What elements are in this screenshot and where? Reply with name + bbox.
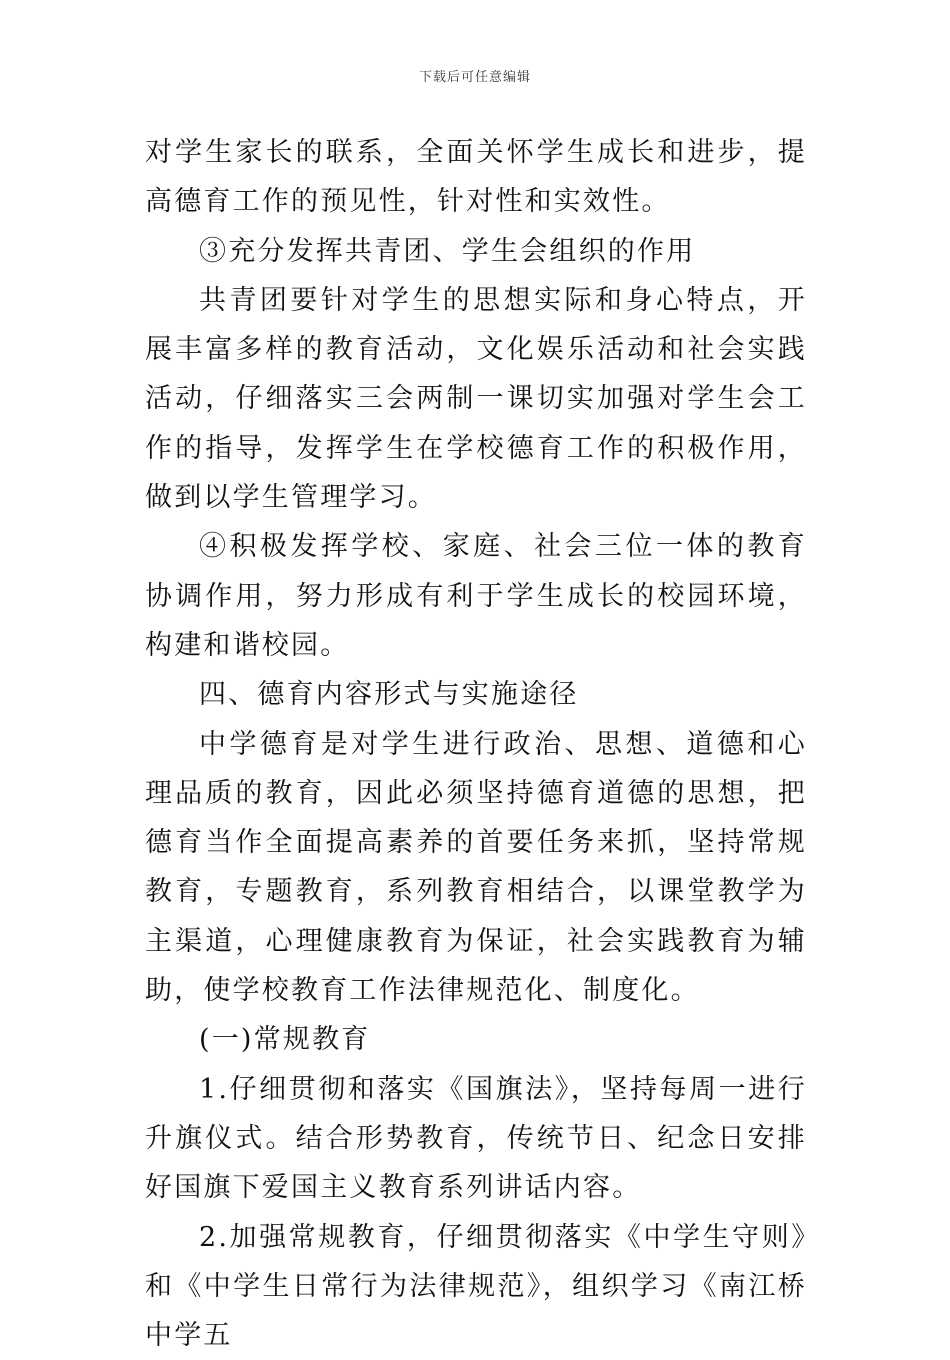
- paragraph-2-heading: ③充分发挥共青团、学生会组织的作用: [199, 235, 696, 267]
- section-heading-4: 四、德育内容形式与实施途径: [199, 679, 579, 711]
- paragraph-9: 2.加强常规教育，仔细贯彻落实《中学生守则》和《中学生日常行为法律规范》，组织学习《南江桥中学五: [145, 1221, 807, 1352]
- subsection-heading-1: (一)常规教育: [199, 1024, 371, 1056]
- paragraph-1: 对学生家长的联系，全面关怀学生成长和进步，提高德育工作的预见性，针对性和实效性。: [145, 137, 807, 218]
- header-note: 下载后可任意编辑: [418, 70, 531, 85]
- paragraph-4: ④积极发挥学校、家庭、社会三位一体的教育协调作用，努力形成有利于学生成长的校园环境，构建和谐校园。: [145, 531, 807, 661]
- document-body: [145, 128, 807, 1360]
- paragraph-3: 共青团要针对学生的思想实际和身心特点，开展丰富多样的教育活动，文化娱乐活动和社会实践活动，仔细落实三会两制一课切实加强对学生会工作的指导，发挥学生在学校德育工作的积极作用，做到以学生管理学习。: [145, 284, 807, 514]
- paragraph-8: 1.仔细贯彻和落实《国旗法》，坚持每周一进行升旗仪式。结合形势教育，传统节日、纪念日安排好国旗下爱国主义教育系列讲话内容。: [145, 1073, 807, 1204]
- paragraph-6: 中学德育是对学生进行政治、思想、道德和心理品质的教育，因此必须坚持德育道德的思想，把德育当作全面提高素养的首要任务来抓，坚持常规教育，专题教育，系列教育相结合，以课堂教学为主渠道，心理健康教育为保证，社会实践教育为辅助，使学校教育工作法律规范化、制度化。: [145, 728, 807, 1007]
